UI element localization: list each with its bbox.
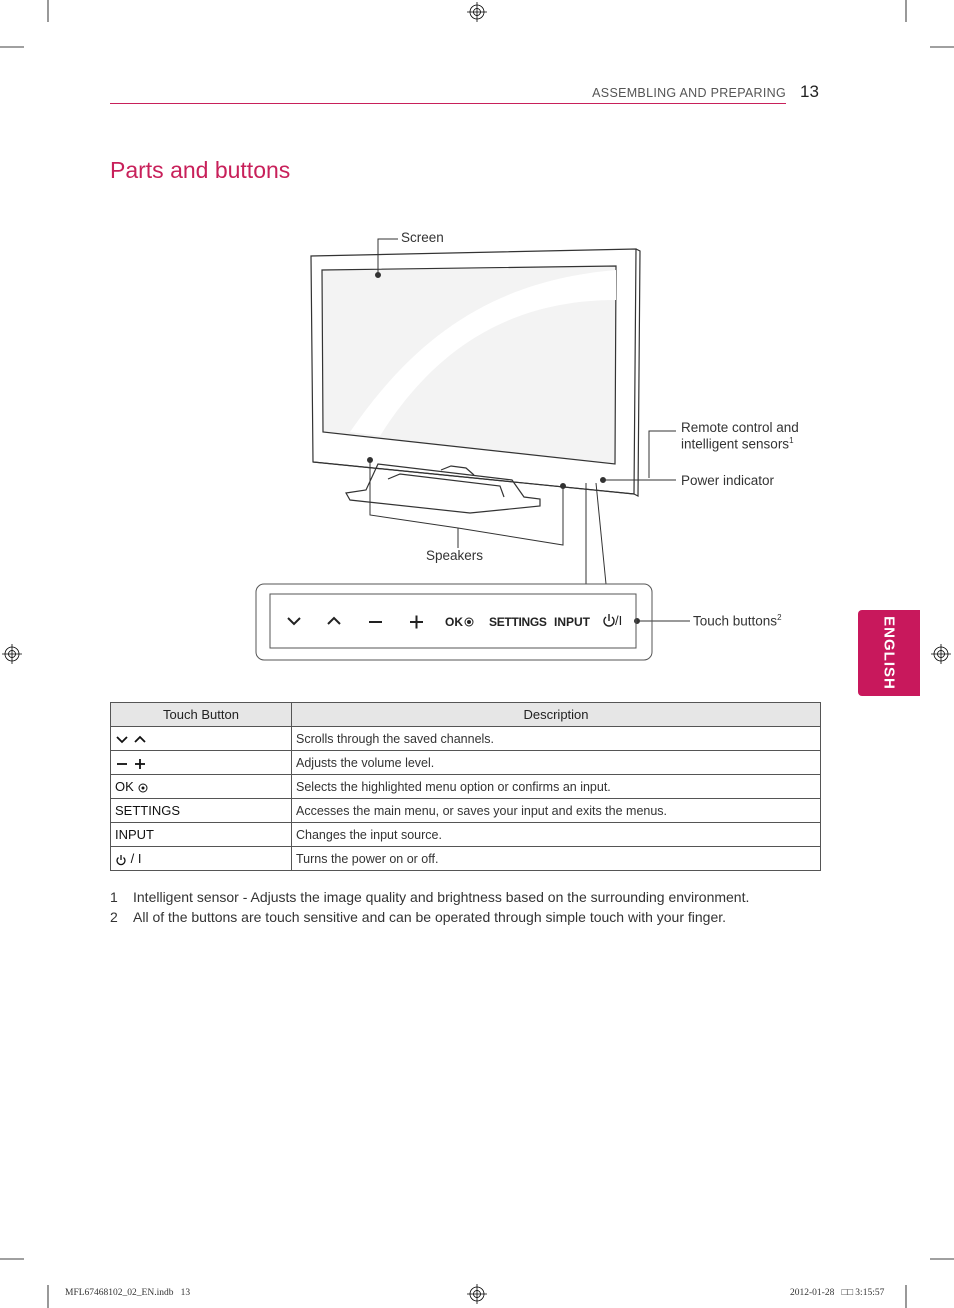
print-footer-file: MFL67468102_02_EN.indb 13: [65, 1288, 191, 1298]
panel-settings-label: SETTINGS: [489, 615, 547, 629]
remote-sensor-label-line1: Remote control and: [681, 420, 799, 435]
power-indicator-label: Power indicator: [681, 473, 775, 488]
touch-button-table: [110, 702, 821, 871]
header-rule: [110, 103, 786, 104]
registration-mark-bottom: [467, 1284, 487, 1304]
minus-plus-icons: [115, 758, 151, 770]
footnote-1: 1 Intelligent sensor - Adjusts the image quality and brightness based on the surrounding environment.: [110, 889, 750, 905]
language-tab-label: ENGLISH: [880, 616, 898, 690]
chevron-down-icon: [288, 618, 300, 624]
panel-ok-label: OK: [445, 615, 463, 629]
touch-buttons-label: Touch buttons$^2$: [693, 613, 782, 629]
table-header-row: [111, 703, 821, 727]
table-cell-description: Accesses the main menu, or saves your input and exits the menus.: [292, 799, 821, 823]
table-cell-description: Scrolls through the saved channels.: [292, 727, 821, 751]
registration-mark-top: [467, 2, 487, 22]
chevron-up-icon: [328, 618, 340, 624]
table-cell-description: Selects the highlighted menu option or confirms an input.: [292, 775, 821, 799]
table-header-description: Description: [292, 703, 821, 727]
page-title: Parts and buttons: [110, 157, 291, 183]
section-header: ASSEMBLING AND PREPARING: [592, 86, 786, 100]
screen-label: Screen: [401, 230, 444, 245]
registration-mark-right: [931, 644, 951, 664]
power-icon: [115, 854, 127, 866]
print-footer-date: 2012-01-28 □□ 3:15:57: [790, 1288, 885, 1298]
power-icon: [604, 614, 614, 626]
table-header-button: Touch Button: [111, 703, 292, 727]
panel-power-label: /I: [615, 613, 623, 628]
speakers-label: Speakers: [426, 548, 484, 563]
table-cell-description: Adjusts the volume level.: [292, 751, 821, 775]
table-row: [111, 751, 821, 775]
table-cell-button: OK: [115, 779, 134, 794]
registration-mark-left: [2, 644, 22, 664]
table-cell-button: INPUT: [111, 823, 292, 847]
panel-input-label: INPUT: [554, 615, 590, 629]
table-cell-button: SETTINGS: [111, 799, 292, 823]
page-number: 13: [800, 82, 819, 101]
ok-dot-icon: [137, 782, 149, 794]
table-cell-description: Turns the power on or off.: [292, 847, 821, 871]
table-row: [111, 823, 821, 847]
table-row: [111, 727, 821, 751]
remote-sensor-label-line2: intelligent sensors$^1$: [681, 436, 794, 452]
tv-set-illustration: [311, 249, 640, 513]
panel-icons: [288, 616, 423, 629]
table-row: [111, 847, 821, 871]
chevron-down-up-icons: [115, 734, 151, 746]
table-row: [111, 775, 821, 799]
language-tab: [858, 610, 920, 696]
footnote-2: 2 All of the buttons are touch sensitive and can be operated through simple touch with your finger.: [110, 909, 727, 925]
table-cell-button: / I: [130, 851, 142, 866]
table-cell-description: Changes the input source.: [292, 823, 821, 847]
ok-dot-icon: [465, 618, 473, 626]
table-row: [111, 799, 821, 823]
